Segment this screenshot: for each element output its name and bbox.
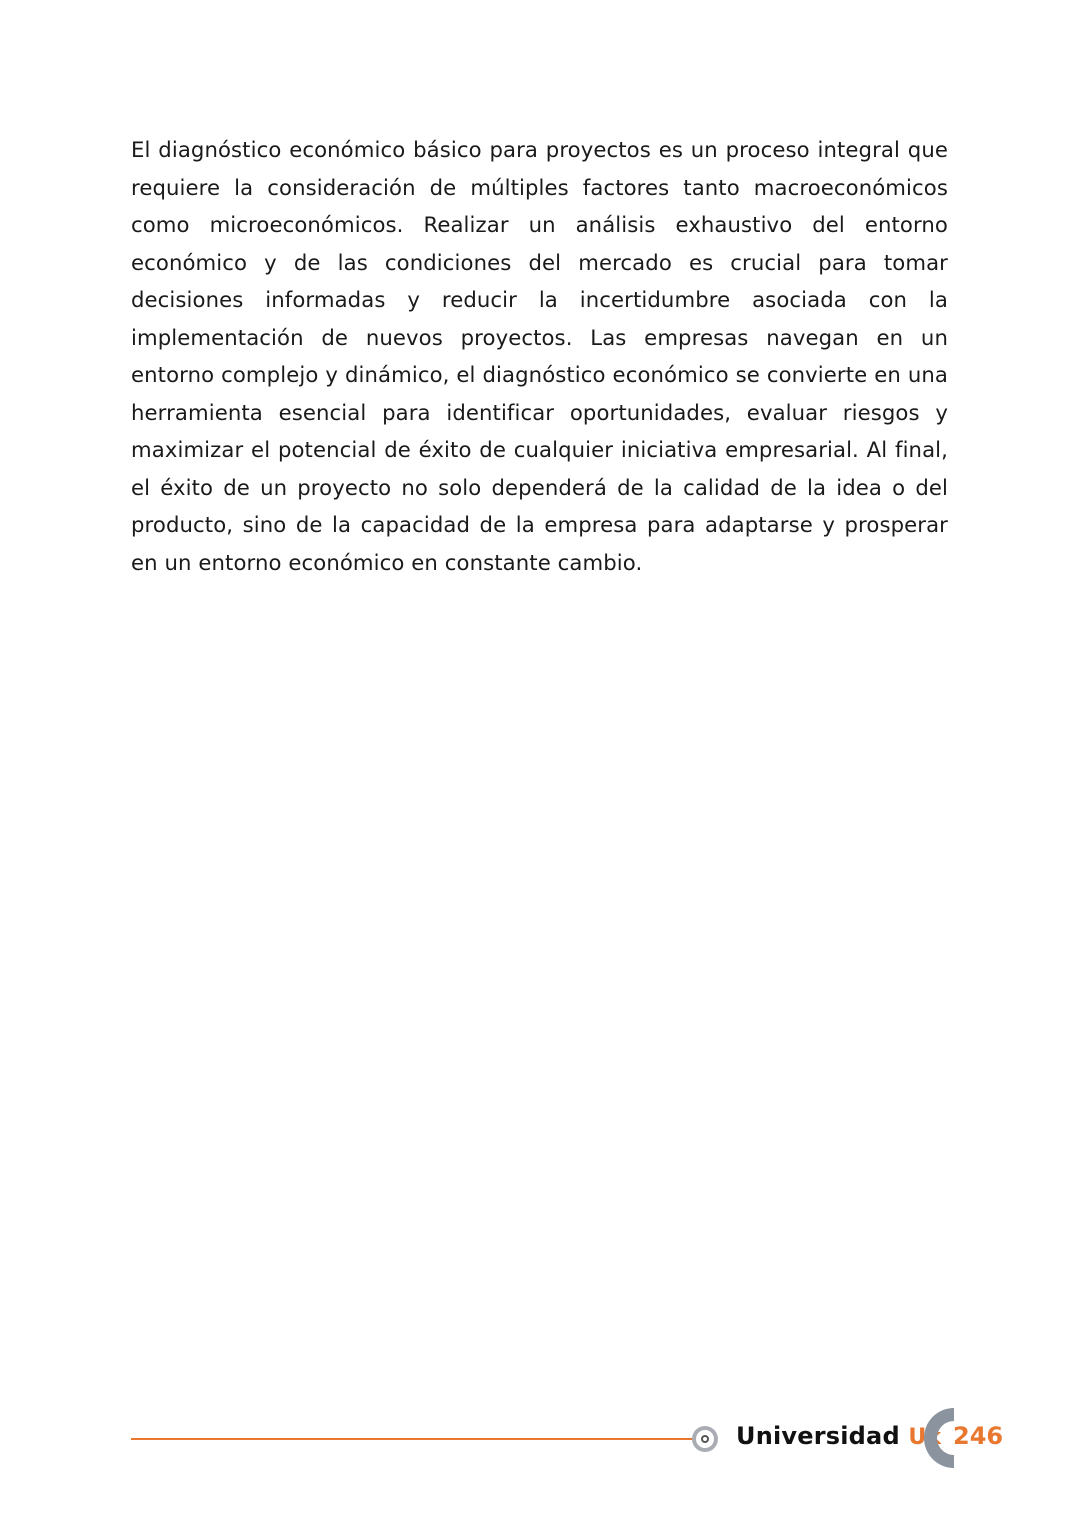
page-number: 246 [953, 1422, 1004, 1450]
brand-name: Universidad [736, 1422, 900, 1450]
page-footer [0, 1400, 1080, 1480]
brand-accent: Uk [908, 1425, 942, 1450]
target-circle-icon [692, 1426, 718, 1452]
brand-logo [736, 1422, 941, 1450]
footer-divider-line [131, 1438, 694, 1440]
body-paragraph: El diagnóstico económico básico para proyectos es un proceso integral que requiere la consideración de múltiples factores tanto macroeconómicos como microeconómicos. Realizar un análisis exhaustivo del entorno económico y de las condiciones del mercado es crucial para tomar decisiones informadas y reducir la incertidumbre asociada con la implementación de nuevos proyectos. Las empresas navegan en un entorno complejo y dinámico, el diagnóstico económico se convierte en una herramienta esencial para identificar oportunidades, evaluar riesgos y maximizar el potencial de éxito de cualquier iniciativa empresarial. Al final, el éxito de un proyecto no solo dependerá de la calidad de la idea o del producto, sino de la capacidad de la empresa para adaptarse y prosperar en un entorno económico en constante cambio. [131, 137, 948, 575]
